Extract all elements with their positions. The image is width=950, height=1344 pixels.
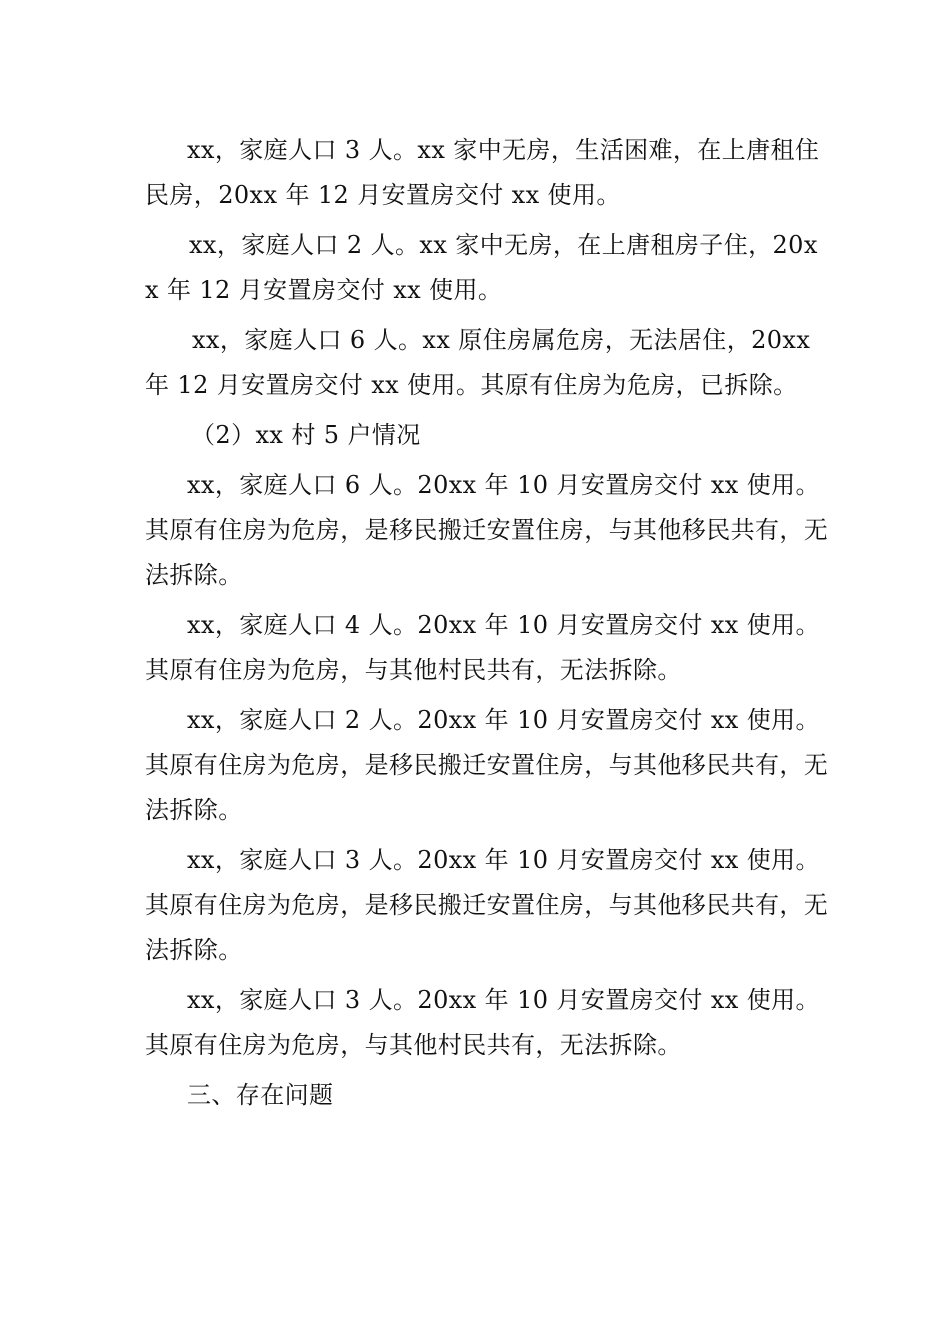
section-heading: 三、存在问题 <box>187 1081 334 1109</box>
paragraph-household-5: xx，家庭人口 4 人。20xx 年 10 月安置房交付 xx 使用。其原有住房为危房，与其他村民共有，无法拆除。 <box>145 611 820 684</box>
paragraph-household-6: xx，家庭人口 2 人。20xx 年 10 月安置房交付 xx 使用。其原有住房为危房，是移民搬迁安置住房，与其他移民共有，无法拆除。 <box>145 706 829 824</box>
paragraph-household-7: xx，家庭人口 3 人。20xx 年 10 月安置房交付 xx 使用。其原有住房为危房，是移民搬迁安置住房，与其他移民共有，无法拆除。 <box>145 846 829 964</box>
paragraph-household-2: xx，家庭人口 2 人。xx 家中无房，在上唐租房子住，20xx 年 12 月安置房交付 xx 使用。 <box>145 231 818 304</box>
paragraph-household-1: xx，家庭人口 3 人。xx 家中无房，生活困难，在上唐租住民房，20xx 年 12 月安置房交付 xx 使用。 <box>145 136 820 209</box>
paragraph-household-8: xx，家庭人口 3 人。20xx 年 10 月安置房交付 xx 使用。其原有住房为危房，与其他村民共有，无法拆除。 <box>145 986 820 1059</box>
document-body <box>145 128 830 1123</box>
paragraph-household-4: xx，家庭人口 6 人。20xx 年 10 月安置房交付 xx 使用。其原有住房为危房，是移民搬迁安置住房，与其他移民共有，无法拆除。 <box>145 471 829 589</box>
paragraph-household-3: xx，家庭人口 6 人。xx 原住房属危房，无法居住，20xx 年 12 月安置房交付 xx 使用。其原有住房为危房，已拆除。 <box>145 326 811 399</box>
section-subheading: （2）xx 村 5 户情况 <box>191 421 421 449</box>
